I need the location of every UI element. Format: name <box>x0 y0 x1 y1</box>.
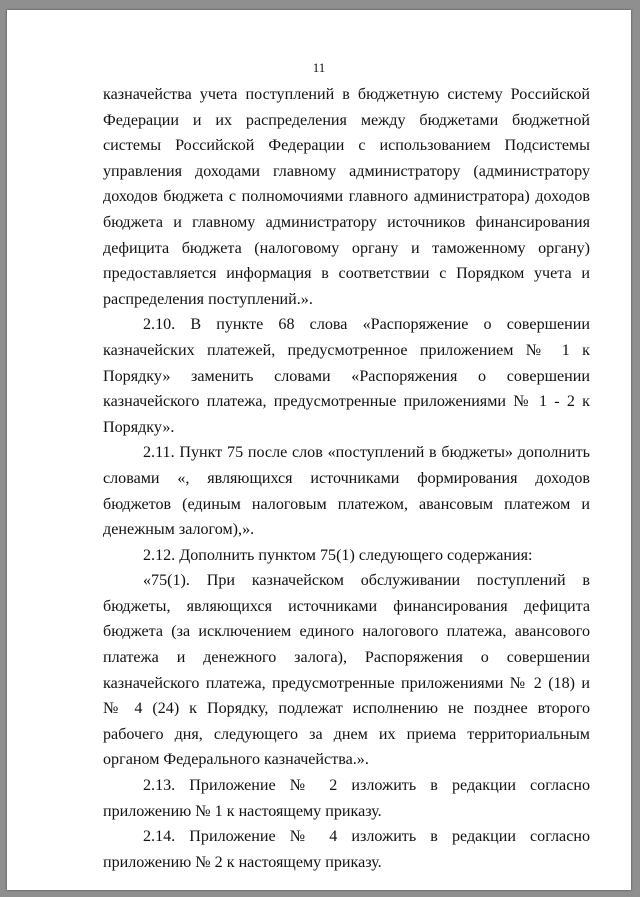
paragraph: 2.10. В пункте 68 слова «Распоряжение о совершении казначейских платежей, предусмотренное приложением № 1 к Порядку» заменить словами «Распоряжения о совершении казначейского платежа, предусмотренные приложениями № 1 - 2 к Порядку». <box>103 316 590 436</box>
paragraph: 2.14. Приложение № 4 изложить в редакции согласно приложению № 2 к настоящему приказу. <box>103 828 590 871</box>
paragraph: 2.11. Пункт 75 после слов «поступлений в бюджеты» дополнить словами «, являющихся источниками формирования доходов бюджетов (единым налоговым платежом, авансовым платежом и денежным залогом),». <box>103 444 590 539</box>
document-body <box>103 82 590 875</box>
paragraph: казначейства учета поступлений в бюджетную систему Российской Федерации и их распределения между бюджетами бюджетной системы Российской Федерации с использованием Подсистемы управления доходами главному администратору (администратору доходов бюджета с полномочиями главного администратора) доходов бюджета и главному администратору источников финансирования дефицита бюджета (налоговому органу и таможенному органу) предоставляется информация в соответствии с Порядком учета и распределения поступлений.». <box>103 86 590 308</box>
paragraph: «75(1). При казначейском обслуживании поступлений в бюджеты, являющихся источниками финансирования дефицита бюджета (за исключением единого налогового платежа, авансового платежа и денежного залога), Распоряжения о совершении казначейского платежа, предусмотренные приложениями № 2 (18) и № 4 (24) к Порядку, подлежат исполнению не позднее второго рабочего дня, следующего за днем их приема территориальным органом Федерального казначейства.». <box>103 572 590 769</box>
paragraph: 2.12. Дополнить пунктом 75(1) следующего содержания: <box>143 546 533 564</box>
page-number: 11 <box>312 60 326 75</box>
paragraph: 2.13. Приложение № 2 изложить в редакции согласно приложению № 1 к настоящему приказу. <box>103 777 590 820</box>
document-page <box>7 10 631 890</box>
